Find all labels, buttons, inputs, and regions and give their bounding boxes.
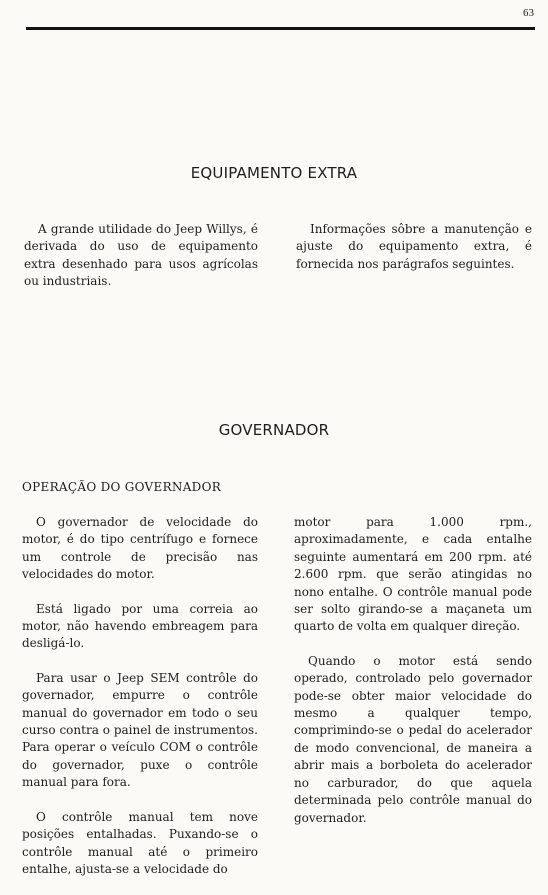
subsection-title: OPERAÇÃO DO GOVERNADOR [22, 480, 222, 494]
section1-left-column [24, 221, 258, 308]
paragraph: Está ligado por uma correia ao motor, não havendo embreagem para desligá-lo. [22, 601, 258, 651]
section2-left-column [22, 514, 258, 895]
page-number: 63 [523, 7, 534, 19]
paragraph: O contrôle manual tem nove posições entalhadas. Puxando-se o contrôle manual até o primeiro entalhe, ajusta-se a velocidade do [22, 809, 258, 876]
paragraph: Quando o motor está sendo operado, controlado pelo governador pode-se obter maior velocidade do mesmo a qualquer tempo, comprimindo-se o pedal do acelerador de modo convencional, de maneira a abrir mais a borboleta do acelerador no carburador, do que aquela determinada pelo contrôle manual do governador. [294, 653, 532, 825]
paragraph: O governador de velocidade do motor, é do tipo centrífugo e fornece um controle de precisão nas velocidades do motor. [22, 515, 258, 582]
section1-right-column [296, 221, 532, 290]
section2-right-column [294, 514, 532, 844]
section-title-equipamento-extra: EQUIPAMENTO EXTRA [190, 164, 358, 182]
paragraph: motor para 1.000 rpm., aproximadamente, e cada entalhe seguinte aumentará em 200 rpm. até 2.600 rpm. que serão atingidas no nono entalhe. O contrôle manual pode ser solto girando-se a maçaneta um quarto de volta em qualquer direção. [294, 515, 532, 634]
paragraph: Informações sôbre a manutenção e ajuste do equipamento extra, é fornecida nos parágrafos seguintes. [296, 222, 532, 271]
section-title-governador: GOVERNADOR [218, 421, 330, 439]
paragraph: A grande utilidade do Jeep Willys, é derivada do uso de equipamento extra desenhado para usos agrícolas ou industriais. [24, 222, 258, 289]
paragraph: Para usar o Jeep SEM contrôle do governador, empurre o contrôle manual do governador em todo o seu curso contra o painel de instrumentos. Para operar o veículo COM o contrôle do governador, puxe o contrôle manual para fora. [22, 670, 258, 790]
top-rule [26, 27, 535, 30]
